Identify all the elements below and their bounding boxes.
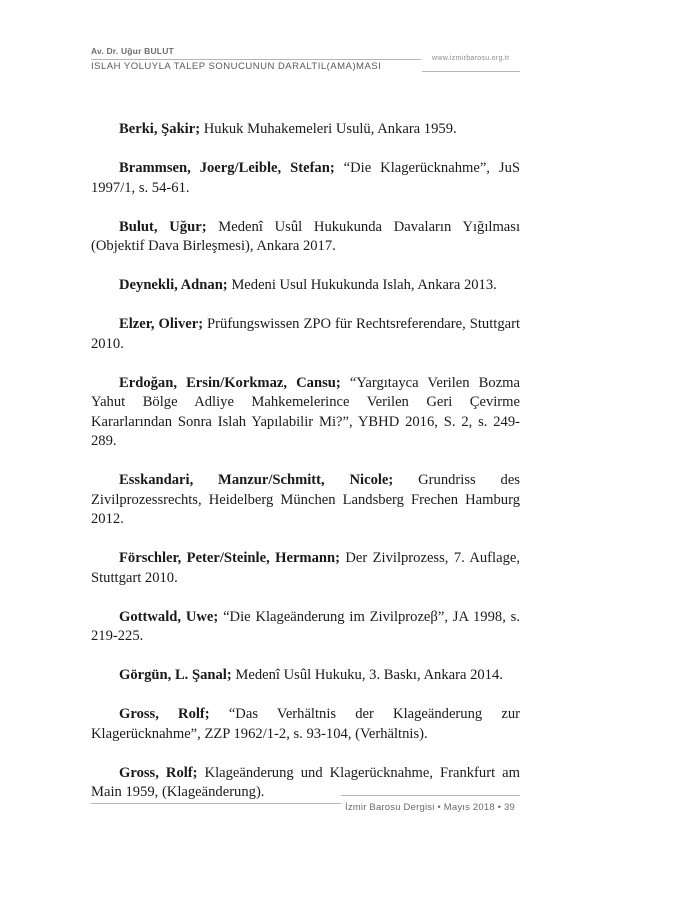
bibliography-list	[91, 120, 520, 822]
footer-journal-info: İzmir Barosu Dergisi • Mayıs 2018 • 39	[345, 802, 516, 813]
entry-text: Medeni Usul Hukukunda Islah, Ankara 2013.	[227, 277, 497, 293]
bibliography-entry	[91, 471, 520, 530]
entry-text: “Yargıtayca Verilen Bozma Yahut Bölge Adliye Mahkemelerince Verilen Geri Çevirme Kararlarından Sonra Islah Yapılabilir Mi?”, YBHD 2016, S. 2, s. 249-289.	[91, 374, 520, 449]
bibliography-entry	[91, 549, 520, 588]
entry-text: Medenî Usûl Hukuku, 3. Baskı, Ankara 2014.	[231, 667, 503, 683]
entry-text: “Die Klagerücknahme”, JuS 1997/1, s. 54-61.	[91, 160, 521, 196]
entry-text: Prüfungswissen ZPO für Rechtsreferendare, Stuttgart 2010.	[91, 316, 521, 352]
bibliography-entry	[91, 315, 520, 354]
bibliography-entry	[91, 159, 520, 198]
entry-text: Grundriss des Zivilprozessrechts, Heidelberg München Landsberg Frechen Hamburg 2012.	[91, 472, 520, 527]
entry-text: Hukuk Muhakemeleri Usulü, Ankara 1959.	[200, 121, 457, 137]
entry-author: Deynekli, Adnan;	[119, 277, 228, 293]
bibliography-entry	[91, 608, 520, 647]
bibliography-entry	[91, 666, 520, 686]
bibliography-entry	[91, 218, 520, 257]
header-website: www.izmirbarosu.org.tr	[432, 55, 510, 62]
entry-text: “Die Klageänderung im Zivilprozeβ”, JA 1998, s. 219-225.	[91, 608, 520, 644]
bibliography-entry	[91, 276, 520, 296]
footer-divider	[91, 803, 341, 804]
entry-author: Görgün, L. Şanal;	[119, 667, 232, 683]
entry-author: Erdoğan, Ersin/Korkmaz, Cansu;	[119, 374, 341, 391]
entry-text: Der Zivilprozess, 7. Auflage, Stuttgart 2010.	[91, 550, 520, 586]
entry-text: “Das Verhältnis der Klageänderung zur Klagerücknahme”, ZZP 1962/1-2, s. 93-104, (Verhältnis).	[91, 706, 520, 742]
running-title: ISLAH YOLUYLA TALEP SONUCUNUN DARALTIL(AMA)MASI	[91, 61, 382, 72]
entry-text: Klageänderung und Klagerücknahme, Frankfurt am Main 1959, (Klageänderung).	[91, 764, 520, 800]
entry-author: Berki, Şakir;	[119, 121, 201, 137]
header-author: Av. Dr. Uğur BULUT	[91, 46, 174, 56]
entry-text: Medenî Usûl Hukukunda Davaların Yığılması (Objektif Dava Birleşmesi), Ankara 2017.	[91, 218, 521, 254]
entry-author: Förschler, Peter/Steinle, Hermann;	[119, 550, 340, 566]
bibliography-entry	[91, 705, 520, 744]
bibliography-entry	[91, 374, 520, 452]
entry-author: Elzer, Oliver;	[119, 316, 204, 332]
header-divider	[91, 59, 421, 60]
entry-author: Gross, Rolf;	[119, 764, 198, 781]
entry-author: Gross, Rolf;	[119, 706, 210, 722]
entry-author: Brammsen, Joerg/Leible, Stefan;	[119, 160, 335, 176]
entry-author: Gottwald, Uwe;	[119, 608, 219, 625]
entry-author: Bulut, Uğur;	[119, 218, 207, 235]
entry-author: Esskandari, Manzur/Schmitt, Nicole;	[119, 472, 394, 488]
bibliography-entry	[91, 120, 520, 140]
